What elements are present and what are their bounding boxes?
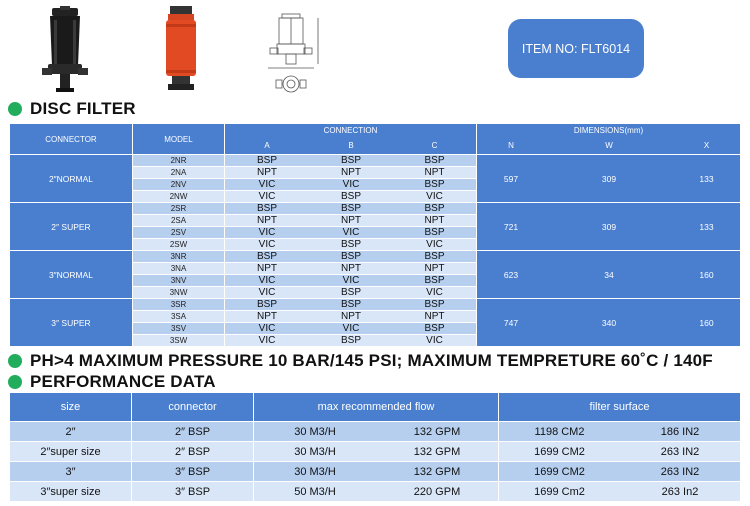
perf-flow-m3-cell: 30 M3/H	[254, 422, 376, 441]
perf-in2-cell: 263 IN2	[620, 462, 740, 481]
perf-connector-cell: 3″ BSP	[132, 482, 253, 501]
perf-connector-cell: 2″ BSP	[132, 442, 253, 461]
perf-flow-gpm-cell: 220 GPM	[376, 482, 498, 501]
perf-header-size: size	[10, 393, 131, 421]
connection-cell: VIC	[393, 335, 476, 346]
dimension-cell: 160	[673, 251, 740, 298]
model-cell: 2SV	[133, 227, 224, 238]
perf-size-cell: 2″super size	[10, 442, 131, 461]
dimension-cell: 721	[477, 203, 545, 250]
perf-cm2-cell: 1198 CM2	[499, 422, 620, 441]
perf-header-surface: filter surface	[499, 393, 740, 421]
model-cell: 3SR	[133, 299, 224, 310]
model-cell: 3SA	[133, 311, 224, 322]
perf-header-connector: connector	[132, 393, 253, 421]
connection-cell: BSP	[225, 155, 309, 166]
connection-cell: BSP	[393, 203, 476, 214]
black-disc-filter-image	[40, 6, 90, 96]
connection-cell: NPT	[309, 167, 393, 178]
connection-cell: BSP	[309, 299, 393, 310]
connection-cell: VIC	[225, 227, 309, 238]
connection-cell: BSP	[393, 251, 476, 262]
model-cell: 2SR	[133, 203, 224, 214]
connection-cell: NPT	[225, 167, 309, 178]
connection-cell: BSP	[309, 203, 393, 214]
dimension-cell: 133	[673, 203, 740, 250]
connection-cell: BSP	[309, 335, 393, 346]
perf-header-flow: max recommended flow	[254, 393, 498, 421]
model-cell: 2NW	[133, 191, 224, 202]
header-dimensions: DIMENSIONS(mm)	[477, 124, 740, 137]
connection-cell: VIC	[393, 191, 476, 202]
perf-connector-cell: 2″ BSP	[132, 422, 253, 441]
dimension-cell: 623	[477, 251, 545, 298]
model-cell: 2SA	[133, 215, 224, 226]
connection-cell: NPT	[225, 311, 309, 322]
header-dim-n: N	[477, 137, 545, 154]
model-cell: 3NV	[133, 275, 224, 286]
connection-cell: BSP	[393, 179, 476, 190]
performance-title-text: PERFORMANCE DATA	[30, 372, 216, 391]
connection-cell: BSP	[309, 287, 393, 298]
header-conn-b: B	[309, 137, 393, 154]
header-conn-a: A	[225, 137, 309, 154]
model-cell: 3SW	[133, 335, 224, 346]
model-cell: 3NR	[133, 251, 224, 262]
connection-cell: BSP	[225, 299, 309, 310]
connection-cell: NPT	[309, 215, 393, 226]
item-number-badge: ITEM NO: FLT6014	[508, 19, 644, 78]
technical-drawing-image	[262, 12, 324, 98]
model-cell: 2NR	[133, 155, 224, 166]
red-disc-filter-image	[160, 6, 202, 94]
dimension-cell: 309	[545, 155, 673, 202]
connection-cell: BSP	[309, 191, 393, 202]
connection-cell: BSP	[393, 299, 476, 310]
connection-cell: NPT	[309, 311, 393, 322]
connection-cell: VIC	[225, 239, 309, 250]
header-dim-x: X	[673, 137, 740, 154]
disc-filter-title	[8, 99, 136, 119]
model-cell: 3NW	[133, 287, 224, 298]
perf-in2-cell: 263 In2	[620, 482, 740, 501]
perf-flow-gpm-cell: 132 GPM	[376, 442, 498, 461]
dimension-cell: 160	[673, 299, 740, 346]
connection-cell: VIC	[225, 191, 309, 202]
connection-cell: VIC	[225, 335, 309, 346]
dimension-cell: 133	[673, 155, 740, 202]
connection-cell: NPT	[309, 263, 393, 274]
dimension-cell: 597	[477, 155, 545, 202]
perf-in2-cell: 186 IN2	[620, 422, 740, 441]
header-dim-w: W	[545, 137, 673, 154]
bullet-dot-icon	[8, 102, 22, 116]
dimension-cell: 340	[545, 299, 673, 346]
model-cell: 3NA	[133, 263, 224, 274]
perf-size-cell: 2″	[10, 422, 131, 441]
perf-flow-m3-cell: 30 M3/H	[254, 442, 376, 461]
connection-cell: VIC	[225, 179, 309, 190]
connection-cell: VIC	[393, 287, 476, 298]
performance-table	[10, 393, 740, 501]
connection-cell: BSP	[309, 251, 393, 262]
perf-in2-cell: 263 IN2	[620, 442, 740, 461]
connection-cell: VIC	[225, 275, 309, 286]
connector-group-cell: 2″ SUPER	[10, 203, 132, 250]
connection-cell: VIC	[393, 239, 476, 250]
header-connection: CONNECTION	[225, 124, 476, 137]
perf-size-cell: 3″	[10, 462, 131, 481]
perf-connector-cell: 3″ BSP	[132, 462, 253, 481]
connection-cell: NPT	[393, 215, 476, 226]
connection-cell: VIC	[309, 323, 393, 334]
connection-cell: VIC	[309, 227, 393, 238]
pressure-note	[8, 351, 713, 371]
connection-cell: VIC	[309, 179, 393, 190]
connection-cell: BSP	[393, 227, 476, 238]
connector-group-cell: 2″NORMAL	[10, 155, 132, 202]
connection-cell: VIC	[225, 287, 309, 298]
perf-cm2-cell: 1699 Cm2	[499, 482, 620, 501]
bullet-dot-icon	[8, 354, 22, 368]
connection-cell: NPT	[225, 263, 309, 274]
model-cell: 2NV	[133, 179, 224, 190]
perf-flow-m3-cell: 30 M3/H	[254, 462, 376, 481]
connection-cell: VIC	[225, 323, 309, 334]
connection-cell: NPT	[393, 311, 476, 322]
connection-cell: VIC	[309, 275, 393, 286]
pressure-note-text: PH>4 MAXIMUM PRESSURE 10 BAR/145 PSI; MAXIMUM TEMPRETURE 60˚C / 140F	[30, 351, 713, 370]
header-model: MODEL	[133, 124, 224, 154]
connector-group-cell: 3″ SUPER	[10, 299, 132, 346]
connection-cell: BSP	[225, 203, 309, 214]
header-connector: CONNECTOR	[10, 124, 132, 154]
connection-cell: BSP	[309, 239, 393, 250]
connector-group-cell: 3″NORMAL	[10, 251, 132, 298]
disc-filter-title-text: DISC FILTER	[30, 99, 136, 118]
dimension-cell: 747	[477, 299, 545, 346]
perf-flow-m3-cell: 50 M3/H	[254, 482, 376, 501]
perf-size-cell: 3″super size	[10, 482, 131, 501]
model-cell: 2SW	[133, 239, 224, 250]
dimension-cell: 309	[545, 203, 673, 250]
perf-cm2-cell: 1699 CM2	[499, 442, 620, 461]
connection-cell: BSP	[309, 155, 393, 166]
product-images-area	[0, 0, 750, 100]
connection-cell: NPT	[393, 167, 476, 178]
model-cell: 2NA	[133, 167, 224, 178]
performance-title	[8, 372, 216, 392]
perf-flow-gpm-cell: 132 GPM	[376, 462, 498, 481]
connection-cell: BSP	[225, 251, 309, 262]
perf-cm2-cell: 1699 CM2	[499, 462, 620, 481]
spec-table	[10, 124, 740, 346]
connection-cell: NPT	[225, 215, 309, 226]
header-conn-c: C	[393, 137, 476, 154]
model-cell: 3SV	[133, 323, 224, 334]
connection-cell: BSP	[393, 323, 476, 334]
perf-flow-gpm-cell: 132 GPM	[376, 422, 498, 441]
connection-cell: BSP	[393, 275, 476, 286]
bullet-dot-icon	[8, 375, 22, 389]
dimension-cell: 34	[545, 251, 673, 298]
connection-cell: NPT	[393, 263, 476, 274]
connection-cell: BSP	[393, 155, 476, 166]
